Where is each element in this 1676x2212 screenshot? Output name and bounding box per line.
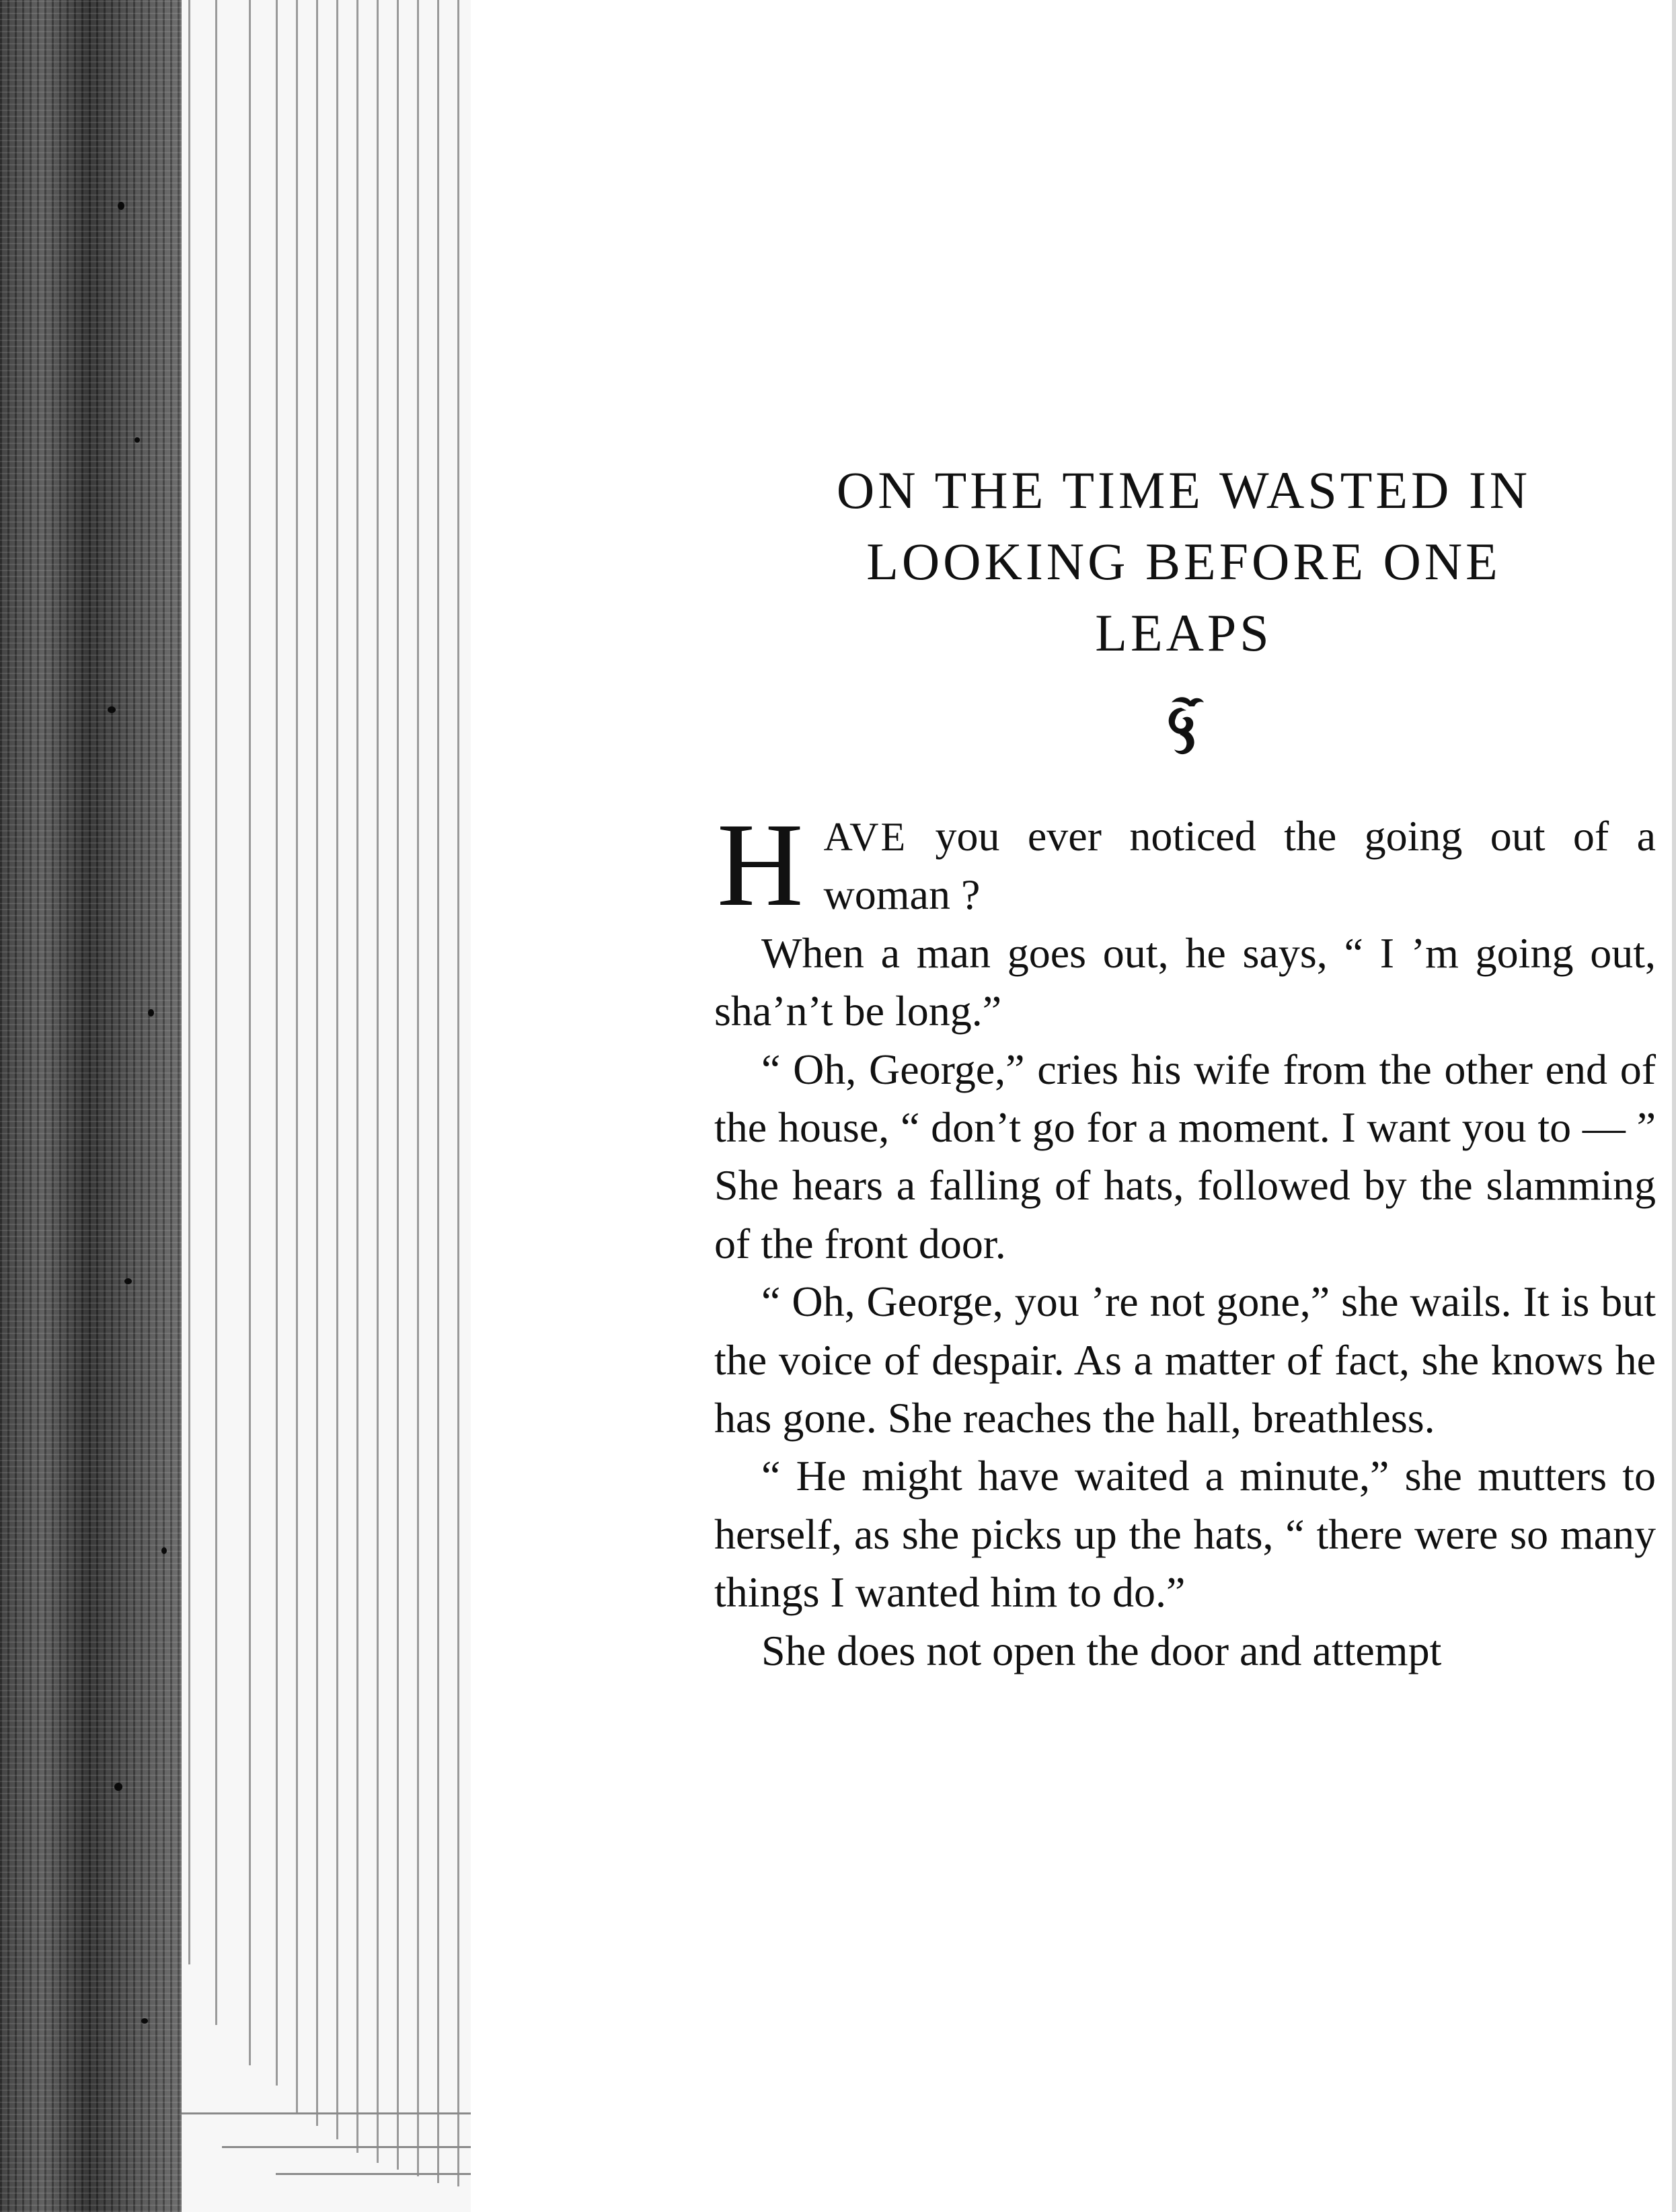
page-leaf — [417, 0, 419, 2176]
fleuron-icon — [1157, 693, 1211, 760]
chapter-title-line-3: LEAPS — [1095, 603, 1272, 662]
chapter-title-line-2: LOOKING BEFORE ONE — [866, 532, 1501, 591]
paragraph-1-text: you ever noticed the going out of a woman ? — [823, 812, 1656, 919]
page-leaf — [215, 0, 217, 2025]
chapter-title — [713, 455, 1654, 669]
page-leaf — [356, 0, 358, 2153]
page-leaf — [437, 0, 439, 2183]
paragraph-4: “ Oh, George, you ’re not gone,” she wails. It is but the voice of despair. As a matter of fact, she knows he has gone. She reaches the hall, breathless. — [714, 1278, 1656, 1442]
paragraph-5: “ He might have waited a minute,” she mutters to herself, as she picks up the hats, “ there were so many things I wanted him to do.” — [714, 1452, 1656, 1617]
speck — [148, 1009, 154, 1017]
paragraph-2: When a man goes out, he says, “ I ’m going out, sha’n’t be long.” — [714, 928, 1656, 1035]
speck — [135, 437, 140, 443]
speck — [118, 202, 124, 210]
paragraph-3: “ Oh, George,” cries his wife from the other end of the house, “ don’t go for a moment. I want you to — ” She hears a falling of hats, followed by the slamming of the front door. — [714, 1045, 1656, 1267]
speck — [124, 1278, 132, 1284]
page-leaf — [249, 0, 251, 2065]
drop-cap: H — [717, 798, 804, 931]
page-leaf — [397, 0, 399, 2170]
speck — [141, 2018, 148, 2024]
page-leaf — [296, 0, 298, 2112]
body-text — [714, 798, 1656, 1680]
page-leaf — [188, 0, 190, 1964]
opening-smallcaps: AVE — [823, 815, 908, 859]
page-leaf-bottom — [222, 2146, 498, 2148]
speck — [114, 1783, 122, 1791]
page-leaf — [316, 0, 318, 2126]
speck — [108, 706, 116, 713]
page-leaf — [276, 0, 278, 2086]
page-leaf — [336, 0, 338, 2139]
chapter-title-line-1: ON THE TIME WASTED IN — [836, 461, 1531, 519]
book-edge — [0, 0, 195, 2212]
paragraph-1 — [714, 798, 1656, 931]
page-leaf-bottom — [276, 2173, 498, 2175]
page-stack — [182, 0, 498, 2212]
page-leaf-bottom — [182, 2112, 498, 2114]
paragraph-6: She does not open the door and attempt — [761, 1626, 1442, 1674]
page-leaf — [457, 0, 459, 2186]
speck — [161, 1547, 167, 1554]
page-leaf — [377, 0, 379, 2163]
page-right-edge — [1672, 0, 1676, 2212]
